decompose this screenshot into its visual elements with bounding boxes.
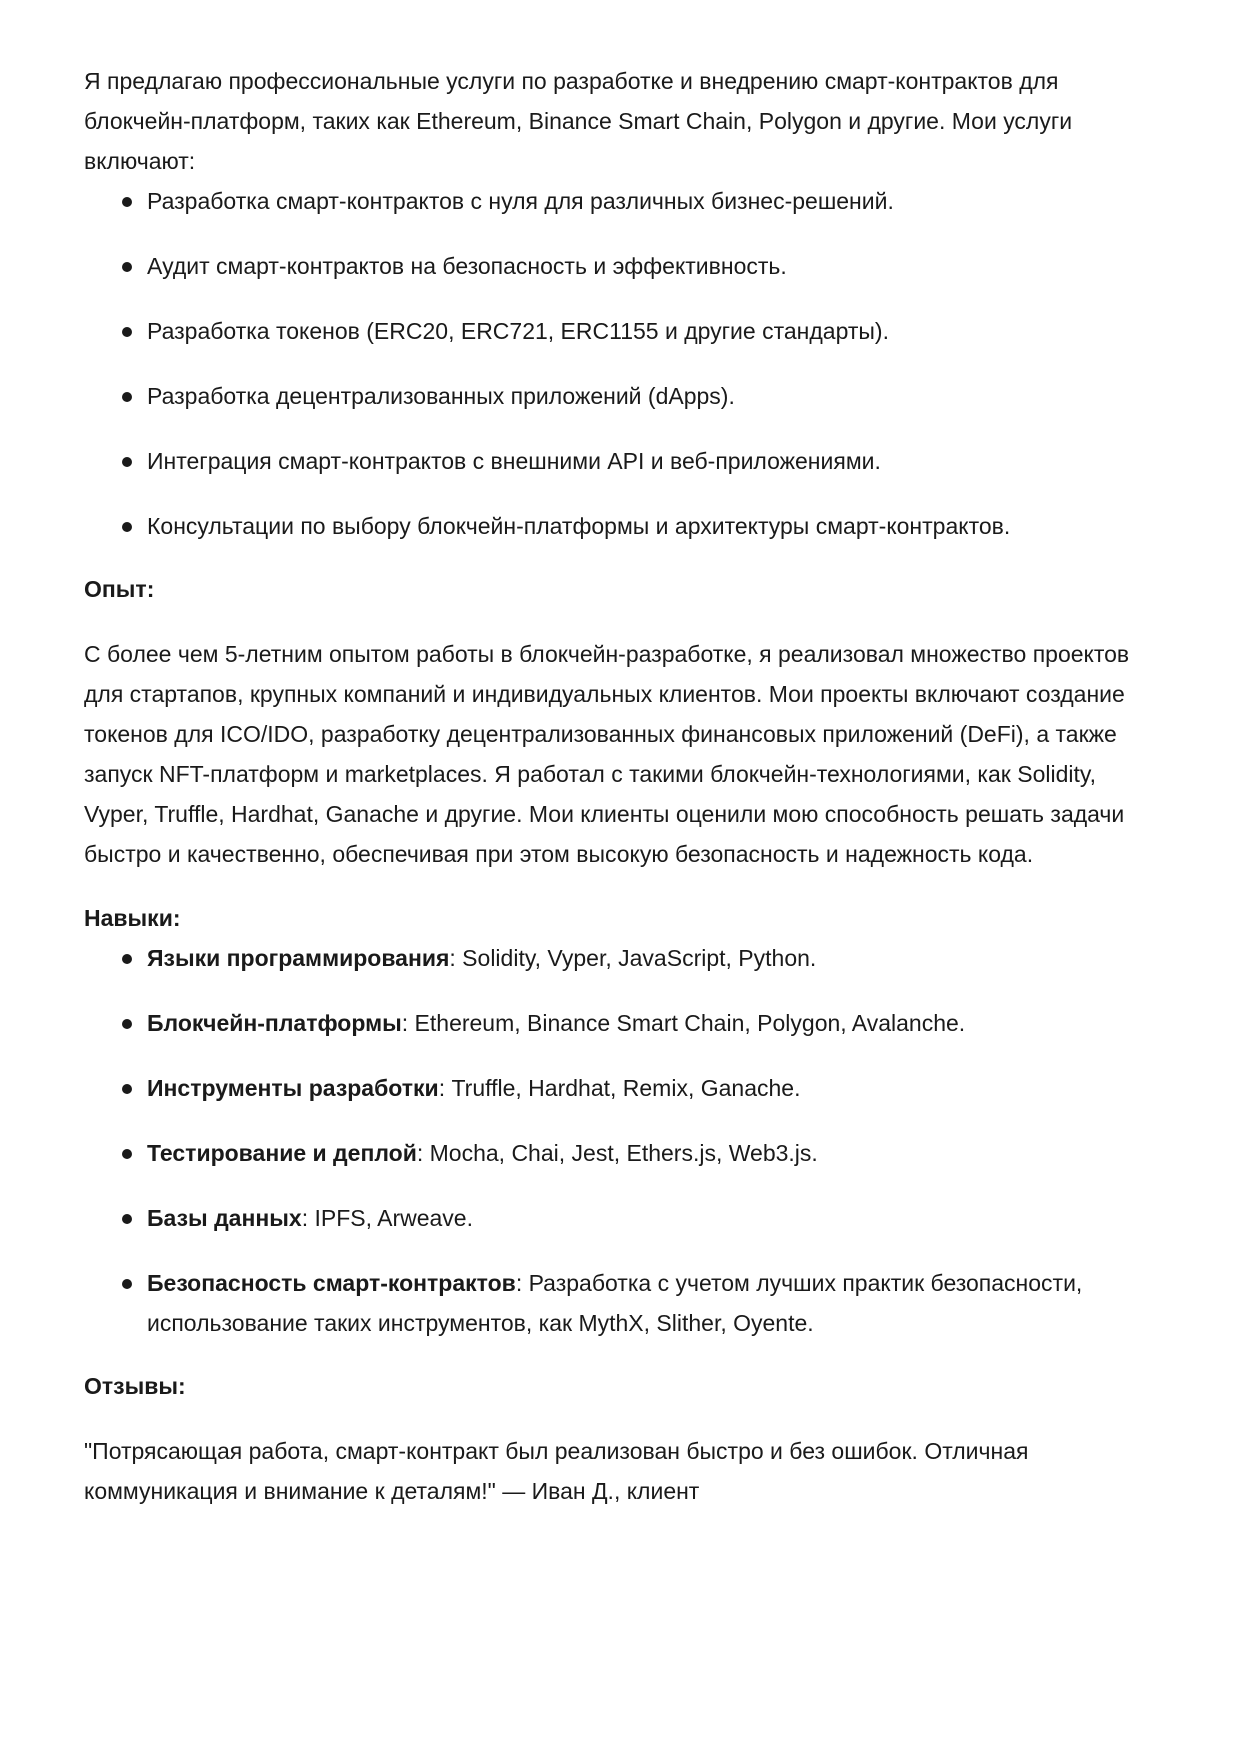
bullet-icon [122,327,132,337]
skill-value: : IPFS, Arweave. [301,1205,473,1231]
bullet-icon [122,954,132,964]
bullet-icon [122,457,132,467]
list-item [84,376,1164,416]
service-text: Разработка смарт-контрактов с нуля для различных бизнес-решений. [147,188,894,214]
skill-value: : Solidity, Vyper, JavaScript, Python. [449,945,817,971]
list-item [84,1068,1164,1108]
services-list [84,181,1164,546]
bullet-icon [122,1084,132,1094]
service-text: Разработка децентрализованных приложений (dApps). [147,383,735,409]
skill-value: : Mocha, Chai, Jest, Ethers.js, Web3.js. [416,1140,818,1166]
skill-label: Языки программирования [147,945,450,971]
list-item [84,938,1164,978]
list-item [84,441,1164,481]
bullet-icon [122,262,132,272]
bullet-icon [122,197,132,207]
list-item [84,1003,1164,1043]
skill-label: Тестирование и деплой [147,1140,417,1166]
skill-label: Блокчейн-платформы [147,1010,402,1036]
bullet-icon [122,1149,132,1159]
skill-label: Базы данных [147,1205,302,1231]
list-item [84,1133,1164,1173]
skills-list [84,938,1164,1343]
list-item [84,181,1164,221]
skill-value: : Разработка с учетом лучших практик безопасности, использование таких инструментов, как MythX, Slither, Oyente. [147,1270,1083,1336]
experience-heading: Опыт: [84,576,155,602]
skill-value: : Truffle, Hardhat, Remix, Ganache. [438,1075,801,1101]
reviews-heading: Отзывы: [84,1373,186,1399]
skill-label: Инструменты разработки [147,1075,439,1101]
intro-paragraph: Я предлагаю профессиональные услуги по разработке и внедрению смарт-контрактов для блокчейн-платформ, таких как Ethereum, Binance Smart Chain, Polygon и другие. Мои услуги включают: [84,68,1073,174]
service-text: Интеграция смарт-контрактов с внешними API и веб-приложениями. [147,448,881,474]
list-item [84,506,1164,546]
experience-paragraph: С более чем 5-летним опытом работы в блокчейн-разработке, я реализовал множество проектов для стартапов, крупных компаний и индивидуальных клиентов. Мои проекты включают создание токенов для ICO/IDO, разработку децентрализованных финансовых приложений (DeFi), а также запуск NFT-платформ и marketplaces. Я работал с такими блокчейн-технологиями, как Solidity, Vyper, Truffle, Hardhat, Ganache и другие. Мои клиенты оценили мою способность решать задачи быстро и качественно, обеспечивая при этом высокую безопасность и надежность кода. [84,641,1130,867]
review-quote: "Потрясающая работа, смарт-контракт был реализован быстро и без ошибок. Отличная коммуникация и внимание к деталям!" — Иван Д., клиент [84,1438,1029,1504]
bullet-icon [122,392,132,402]
list-item [84,1198,1164,1238]
service-text: Аудит смарт-контрактов на безопасность и эффективность. [147,253,787,279]
skills-heading: Навыки: [84,905,181,931]
bullet-icon [122,1019,132,1029]
service-text: Разработка токенов (ERC20, ERC721, ERC1155 и другие стандарты). [147,318,889,344]
bullet-icon [122,522,132,532]
bullet-icon [122,1279,132,1289]
bullet-icon [122,1214,132,1224]
service-text: Консультации по выбору блокчейн-платформы и архитектуры смарт-контрактов. [147,513,1011,539]
list-item [84,311,1164,351]
skill-value: : Ethereum, Binance Smart Chain, Polygon, Avalanche. [401,1010,966,1036]
skill-label: Безопасность смарт-контрактов [147,1270,516,1296]
list-item [84,246,1164,286]
document [84,0,1164,1511]
list-item [84,1263,1164,1343]
